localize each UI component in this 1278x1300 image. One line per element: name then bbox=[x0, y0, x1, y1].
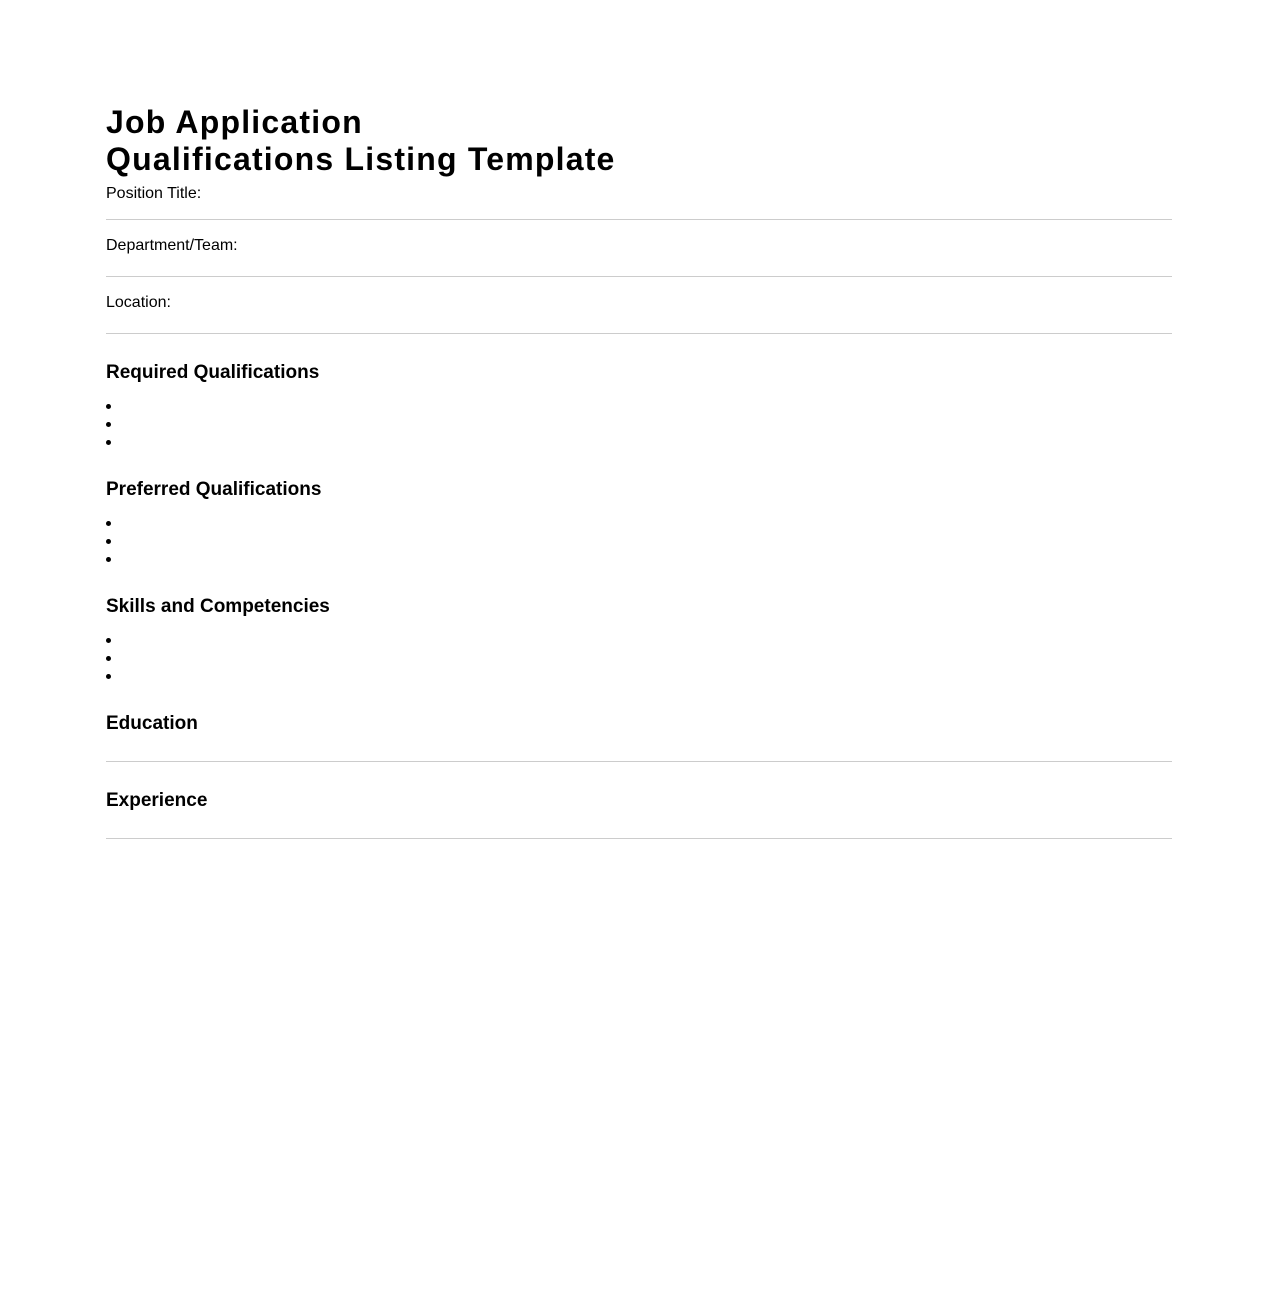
department-team-field bbox=[106, 220, 1172, 277]
page-title bbox=[106, 104, 1172, 178]
preferred-qualifications-list bbox=[106, 514, 1172, 568]
experience-divider bbox=[106, 813, 1172, 839]
location-field bbox=[106, 277, 1172, 334]
list-item bbox=[106, 532, 1172, 550]
list-item bbox=[106, 433, 1172, 451]
position-title-field bbox=[106, 182, 1172, 220]
preferred-qualifications-heading: Preferred Qualifications bbox=[106, 479, 322, 500]
skills-competencies-heading: Skills and Competencies bbox=[106, 596, 330, 617]
skills-competencies-list bbox=[106, 631, 1172, 685]
list-item bbox=[106, 550, 1172, 568]
position-title-label: Position Title: bbox=[106, 185, 202, 202]
list-item bbox=[106, 667, 1172, 685]
required-qualifications-list bbox=[106, 397, 1172, 451]
experience-heading: Experience bbox=[106, 790, 208, 811]
education-heading: Education bbox=[106, 713, 198, 734]
education-divider bbox=[106, 736, 1172, 762]
title-line-2: Qualifications Listing Template bbox=[106, 141, 616, 177]
document-page bbox=[106, 0, 1172, 839]
title-line-1: Job Application bbox=[106, 104, 363, 140]
list-item bbox=[106, 397, 1172, 415]
list-item bbox=[106, 649, 1172, 667]
list-item bbox=[106, 631, 1172, 649]
list-item bbox=[106, 415, 1172, 433]
location-label: Location: bbox=[106, 294, 171, 311]
department-team-label: Department/Team: bbox=[106, 237, 238, 254]
list-item bbox=[106, 514, 1172, 532]
required-qualifications-heading: Required Qualifications bbox=[106, 362, 320, 383]
